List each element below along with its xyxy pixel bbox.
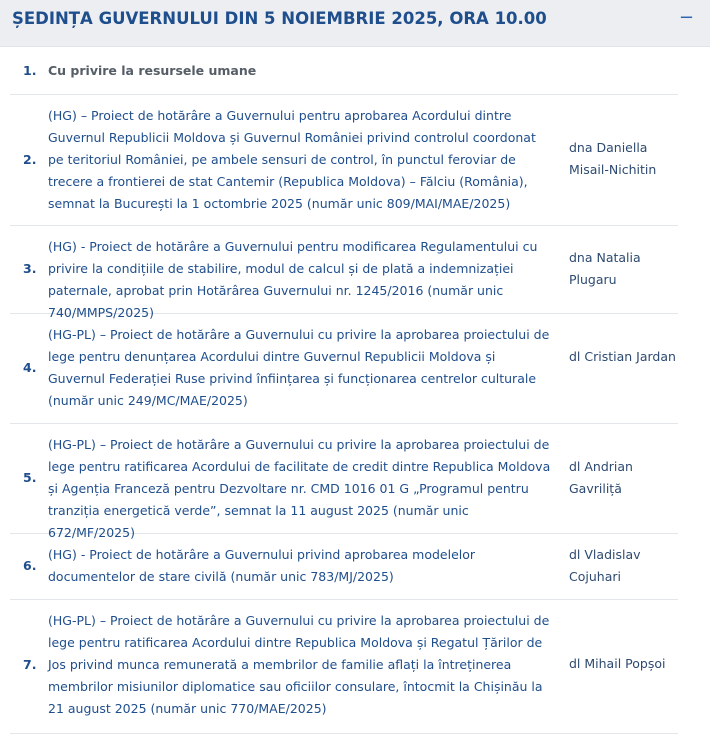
item-responsible: dl Cristian Jardan [569, 349, 676, 364]
section-title: Cu privire la resursele umane [48, 63, 257, 78]
item-description: (HG) – Proiect de hotărâre a Guvernului pentru aprobarea Acordului dintre Guvernul Republicii Moldova și Guvernul României privind controlul coordonat pe teritoriul României, pe ambele sensuri de control, în punctul feroviar de trecere a frontierei de stat Cantemir (Republica Moldova) – Fălciu (România), semnat la București la 1 octombrie 2025 (număr unic 809/MAI/MAE/2025) [48, 108, 536, 211]
item-description: (HG) - Proiect de hotărâre a Guvernului privind aprobarea modelelor documentelor de stare civilă (număr unic 783/MJ/2025) [48, 547, 476, 584]
item-responsible: dna Daniella Misail-Nichitin [569, 140, 657, 177]
agenda-item [10, 226, 678, 320]
item-description: (HG-PL) – Proiect de hotărâre a Guvernului cu privire la aprobarea proiectului de lege pentru denunțarea Acordului dintre Guvernul Republicii Moldova și Guvernul Federației Ruse privind înființarea și funcționarea centrelor culturale (număr unic 249/MC/MAE/2025) [48, 327, 550, 408]
agenda-item [10, 95, 678, 226]
agenda-list [10, 47, 678, 734]
collapse-icon[interactable]: − [678, 7, 694, 28]
item-number: 5. [23, 470, 37, 485]
agenda-section [10, 47, 678, 95]
session-title: ȘEDINȚA GUVERNULUI DIN 5 NOIEMBRIE 2025, ORA 10.00 [12, 9, 547, 28]
item-number: 2. [23, 152, 37, 167]
item-number: 4. [23, 360, 37, 375]
item-responsible: dl Vladislav Cojuhari [569, 547, 641, 584]
item-number: 6. [23, 558, 37, 573]
item-number: 3. [23, 261, 37, 276]
item-responsible: dl Mihail Popșoi [569, 656, 666, 671]
section-number: 1. [23, 63, 37, 78]
item-description: (HG) - Proiect de hotărâre a Guvernului pentru modificarea Regulamentului cu privire la condițiile de stabilire, modul de calcul și de plată a indemnizației paternale, aprobat prin Hotărârea Guvernului nr. 1245/2016 (număr unic 740/MMPS/2025) [48, 239, 538, 320]
item-description: (HG-PL) – Proiect de hotărâre a Guvernului cu privire la aprobarea proiectului de lege pentru ratificarea Acordului dintre Republica Moldova și Regatul Țărilor de Jos privind munca remunerată a membrilor de familie aflați la întreținerea membrilor misiunilor diplomatice sau oficiilor consulare, întocmit la Chișinău la 21 august 2025 (număr unic 770/MAE/2025) [48, 613, 550, 716]
item-responsible: dl Andrian Gavriliță [569, 459, 633, 496]
item-responsible: dna Natalia Plugaru [569, 250, 641, 287]
agenda-item [10, 424, 678, 540]
agenda-item [10, 314, 678, 424]
agenda-item [10, 600, 678, 734]
session-header[interactable] [0, 0, 710, 47]
item-number: 7. [23, 657, 37, 672]
item-description: (HG-PL) – Proiect de hotărâre a Guvernului cu privire la aprobarea proiectului de lege pentru ratificarea Acordului de facilitate de credit dintre Republica Moldova și Agenția Franceză pentru Dezvoltare nr. CMD 1016 01 G „Programul pentru tranziția energetică verde”, semnat la 11 august 2025 (număr unic 672/MF/2025) [48, 437, 551, 540]
agenda-item [10, 534, 678, 600]
